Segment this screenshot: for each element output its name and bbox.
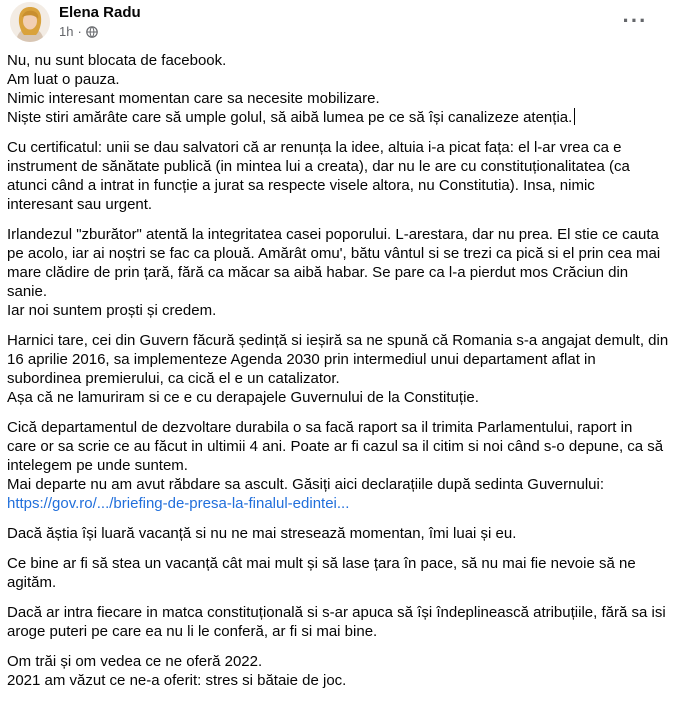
post-paragraph <box>7 554 667 592</box>
post-text-line: Mai departe nu am avut răbdare sa ascult. Găsiți aici declarațiile după sedinta Guvernului: <box>7 476 604 493</box>
post-text-line: Dacă ăștia își luară vacanță si nu ne mai stresează momentan, îmi luai și eu. <box>7 525 517 542</box>
globe-icon[interactable] <box>86 26 98 38</box>
post-text-line: agităm. <box>7 574 57 591</box>
post-text-line: Nimic interesant momentan care sa necesite mobilizare. <box>7 90 380 107</box>
post-text-line: care or sa scrie ce au făcut in ultimii 4 ani. Poate ar fi cazul sa il citim si noi când s-o depune, ca să <box>7 438 664 455</box>
more-options-button[interactable] <box>621 10 649 32</box>
post-text-line: intelegem pe unde suntem. <box>7 457 188 474</box>
post-paragraph <box>7 652 667 690</box>
post-text-line: Așa că ne lamuriram si ce e cu derapajele Guvernului de la Constituție. <box>7 389 479 406</box>
author-name[interactable]: Elena Radu <box>59 4 141 21</box>
post-text-line: instrument de sănătate publică (in mintea lui a creata), dar nu le are cu constituționalitatea (ca <box>7 158 630 175</box>
post-text-line: Cu certificatul: unii se dau salvatori că ar renunța la idee, altuia i-a picat fața: el l-ar vrea ca e <box>7 139 622 156</box>
post-text-line: mare clădire de prin țară, fără ca măcar sa aibă habar. Se pare ca l-a pierdut mos Crăciun din <box>7 264 629 281</box>
post-body <box>7 51 667 701</box>
post-text-line <box>7 108 667 127</box>
post-text-line: Irlandezul "zburător" atentă la integritatea casei poporului. L-arestara, dar nu prea. El stie ce cauta <box>7 226 659 243</box>
post-text-line: Am luat o pauza. <box>7 71 120 88</box>
post-text-line: Nu, nu sunt blocata de facebook. <box>7 52 227 69</box>
post-text-line: atunci când a intrat in funcție a jurat sa respecte visele altora, nu Constitutia). Insa, nimic <box>7 177 595 194</box>
post-paragraph <box>7 418 667 513</box>
post-paragraph <box>7 51 667 127</box>
gov-briefing-link[interactable]: https://gov.ro/.../briefing-de-presa-la-finalul-edintei... <box>7 495 350 512</box>
post-timestamp[interactable]: 1h <box>59 24 74 39</box>
post-paragraph <box>7 524 667 543</box>
post-text-line: Dacă ar intra fiecare in matca constituțională si s-ar apuca să își îndeplinească atribuțiile, fără sa isi <box>7 604 666 621</box>
author-avatar[interactable] <box>10 2 50 42</box>
post-text-line: 2021 am văzut ce ne-a oferit: stres si bătaie de joc. <box>7 672 347 689</box>
post-text-line: Iar noi suntem proști și credem. <box>7 302 217 319</box>
post-paragraph <box>7 331 667 407</box>
post-text-line: 16 aprilie 2016, sa implementeze Agenda 2030 prin intermediul unui departament aflat in <box>7 351 596 368</box>
post-text-line: Om trăi și om vedea ce ne oferă 2022. <box>7 653 263 670</box>
more-options-icon: ··· <box>622 8 648 33</box>
post-text-line: sanie. <box>7 283 48 300</box>
text-cursor <box>574 108 575 125</box>
post-text-line: interesant sau urgent. <box>7 196 153 213</box>
post-text-line: aroge puteri pe care ea nu li le conferă, ar fi si mai bine. <box>7 623 378 640</box>
post-meta <box>59 24 98 40</box>
meta-separator: · <box>77 24 82 39</box>
post-paragraph <box>7 225 667 320</box>
post-text: Niște stiri amărâte care să umple golul, să aibă lumea pe ce să își canalizeze atenția. <box>7 109 573 126</box>
post-text-line: Ce bine ar fi să stea un vacanță cât mai mult și să lase țara în pace, să nu mai fie nevoie să ne <box>7 555 636 572</box>
post-paragraph <box>7 138 667 214</box>
post-paragraph <box>7 603 667 641</box>
profile-avatar-icon <box>10 2 50 42</box>
post-text-line: pe acolo, iar ai noștri se fac ca plouă. Amărât omu', bătu vântul si se trezi ca pică si el prin cea mai <box>7 245 661 262</box>
post-text-line: Harnici tare, cei din Guvern făcură ședință si ieșiră sa ne spună că Romania s-a angajat demult, din <box>7 332 669 349</box>
post-text-line: Cică departamentul de dezvoltare durabila o sa facă raport sa il trimita Parlamentului, raport in <box>7 419 633 436</box>
post-text-line: subordinea premierului, ca cică el e un catalizator. <box>7 370 340 387</box>
